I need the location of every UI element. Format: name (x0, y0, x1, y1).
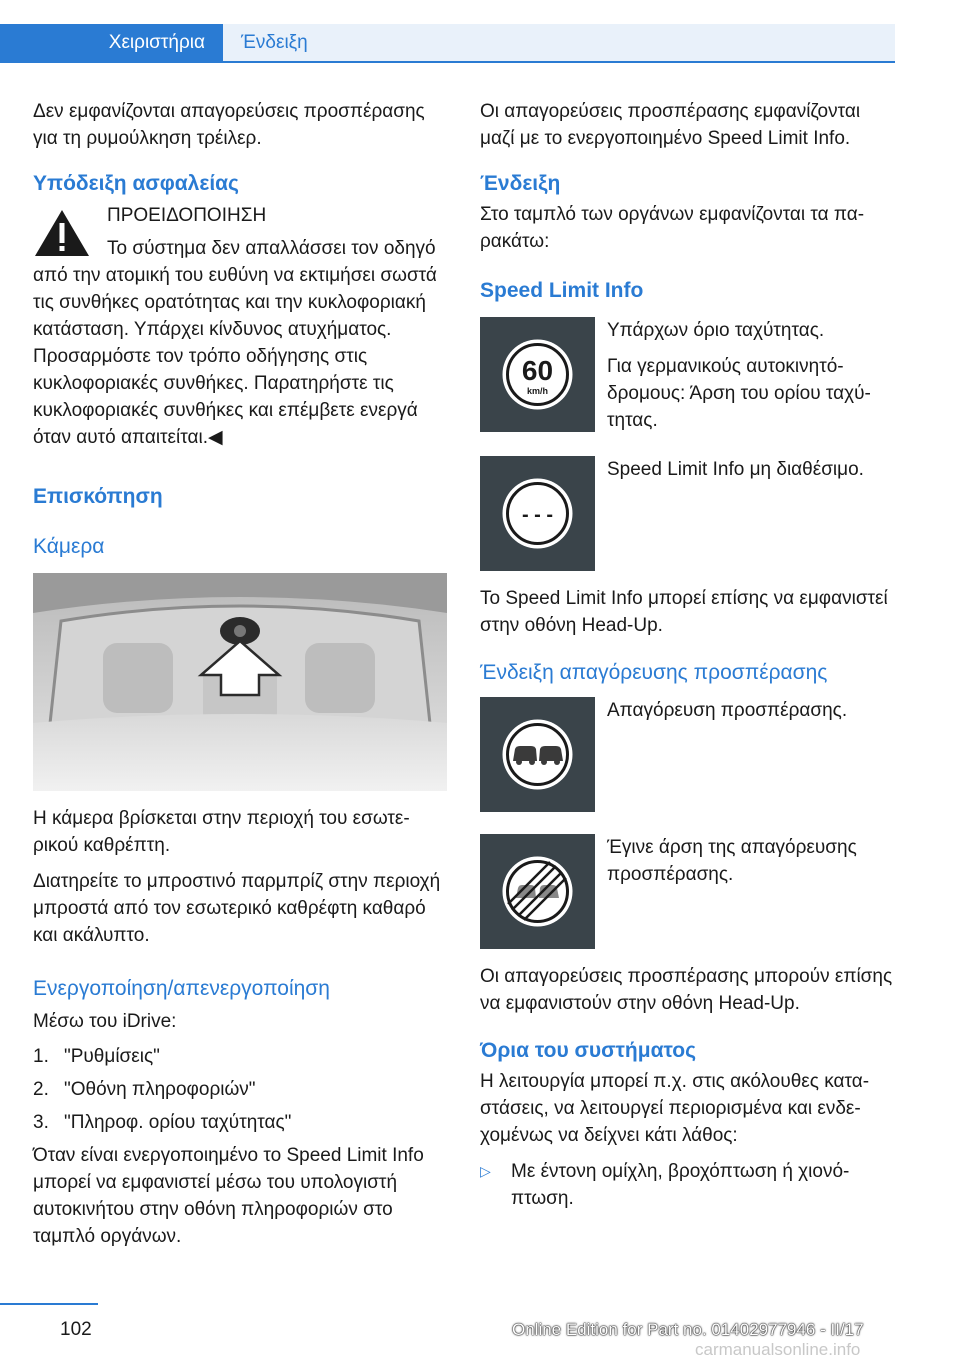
list-item: ▷ Με έντονη ομίχλη, βροχόπτωση ή χιονόπτωση. (480, 1158, 895, 1212)
no-overtaking-icon (480, 697, 595, 812)
activation-text: Όταν είναι ενεργοποιημένο το Speed Limit Info μπορεί να εμφανιστεί μέσω του υπολογιστή αυτοκινήτου στην οθόνη πληροφοριών στο ταμπλό οργάνων. (33, 1145, 424, 1247)
warning-label: ΠΡΟΕΙΔΟΠΟΙΗΣΗ (107, 205, 267, 226)
idrive-text: Μέσω του iDrive: (33, 1011, 177, 1032)
edition-text: Online Edition for Part no. 01402977946 - II/17 (512, 1320, 864, 1339)
hud-text: Το Speed Limit Info μπορεί επίσης να εμφανιστεί στην οθόνη Head-Up. (480, 588, 888, 636)
limits-heading: Όρια του συστήματος (480, 1039, 697, 1062)
sign-dashes-text: - - - (521, 504, 554, 526)
warning-block (33, 202, 447, 451)
limits-list (480, 1158, 895, 1212)
header-tab-section: Ένδειξη (223, 24, 895, 62)
intro-paragraph: Δεν εμφανίζονται απαγορεύσεις προσπέρασης για τη ρυμούλκηση τρέιλερ. (33, 101, 425, 149)
speed-limit-unavailable-icon (480, 456, 595, 571)
activation-steps (33, 1043, 447, 1136)
left-column (33, 98, 447, 1250)
display-text: Στο ταμπλό των οργάνων εμφανίζονται τα παρακάτω: (480, 204, 865, 252)
right-column (480, 98, 895, 1212)
sign2-text: Speed Limit Info μη διαθέσιμο. (607, 459, 864, 480)
camera-location-text: Η κάμερα βρίσκεται στην περιοχή του εσωτερικού καθρέπτη. (33, 808, 410, 856)
camera-heading: Κάμερα (33, 535, 105, 558)
speed-limit-info-heading: Speed Limit Info (480, 279, 644, 302)
sign4-text: Έγινε άρση της απαγόρευσης προσπέρασης. (607, 837, 857, 885)
header-rule (0, 61, 895, 63)
activation-heading: Ενεργοποίηση/απενεργοποίηση (33, 977, 330, 1000)
end-no-overtaking-icon (480, 834, 595, 949)
speed-limit-sign-row (480, 317, 895, 434)
warning-triangle-icon (33, 208, 91, 258)
limits-text: Η λειτουργία μπορεί π.χ. στις ακόλουθες καταστάσεις, να λειτουργεί περιορισμένα και ενδεχομένως να δείχνει κάτι λάθος: (480, 1071, 870, 1146)
sign1-text-2: Για γερμανικούς αυτοκινητόδρομους: Άρση του ορίου ταχύτητας. (607, 356, 871, 431)
overtake-heading: Ένδειξη απαγόρευσης προσπέρασης (480, 661, 828, 684)
safety-heading: Υπόδειξη ασφαλείας (33, 172, 239, 195)
warning-text-first: Το σύστημα δεν απαλλάσσει τον οδηγό (107, 238, 436, 259)
display-heading: Ένδειξη (480, 172, 561, 195)
footer-rule (0, 1303, 98, 1305)
header-tab-controls: Χειριστήρια (0, 24, 223, 62)
page-number: 102 (60, 1319, 92, 1340)
sign-value-text: 60 (521, 355, 554, 386)
list-item: 2. "Οθόνη πληροφοριών" (33, 1079, 256, 1100)
camera-clean-text: Διατηρείτε το μπροστινό παρμπρίζ στην περιοχή μπροστά από τον εσωτερικό καθρέφτη καθαρό και ακάλυπτο. (33, 871, 441, 946)
warning-text: από την ατομική του ευθύνη να εκτιμήσει σωστά τις συνθήκες ορατότητας και την κυκλοφοριακή κατάσταση. Υπάρχει κίνδυνος ατυχήματος. Προσαρμόστε τον τρόπο οδήγησης στις κυκλοφοριακές συνθήκες. Παρατηρήστε τις κυκλοφοριακές συνθήκες και επέμβετε ενεργά όταν αυτό απαιτείται.◀ (33, 265, 437, 448)
list-item: 1. "Ρυθμίσεις" (33, 1046, 160, 1067)
list-item: 3. "Πληροφ. ορίου ταχύτητας" (33, 1112, 292, 1133)
watermark-text: carmanualsonline.info (695, 1340, 861, 1359)
speed-limit-60-icon (480, 317, 595, 432)
triangle-bullet-icon: ▷ (480, 1163, 491, 1179)
page-header (0, 24, 895, 62)
no-overtaking-sign-row (480, 697, 895, 812)
camera-location-image (33, 573, 447, 791)
sign3-text: Απαγόρευση προσπέρασης. (607, 700, 848, 721)
sign-unit-text: km/h (526, 386, 549, 396)
no-info-sign-row (480, 456, 895, 571)
overtake-hud-text: Οι απαγορεύσεις προσπέρασης μπορούν επίσης να εμφανιστούν στην οθόνη Head-Up. (480, 966, 893, 1014)
overview-heading: Επισκόπηση (33, 485, 163, 508)
sign1-text-1: Υπάρχων όριο ταχύτητας. (607, 320, 825, 341)
end-no-overtaking-sign-row (480, 834, 895, 949)
right-intro-paragraph: Οι απαγορεύσεις προσπέρασης εμφανίζονται μαζί με το ενεργοποιημένο Speed Limit Info. (480, 101, 861, 149)
